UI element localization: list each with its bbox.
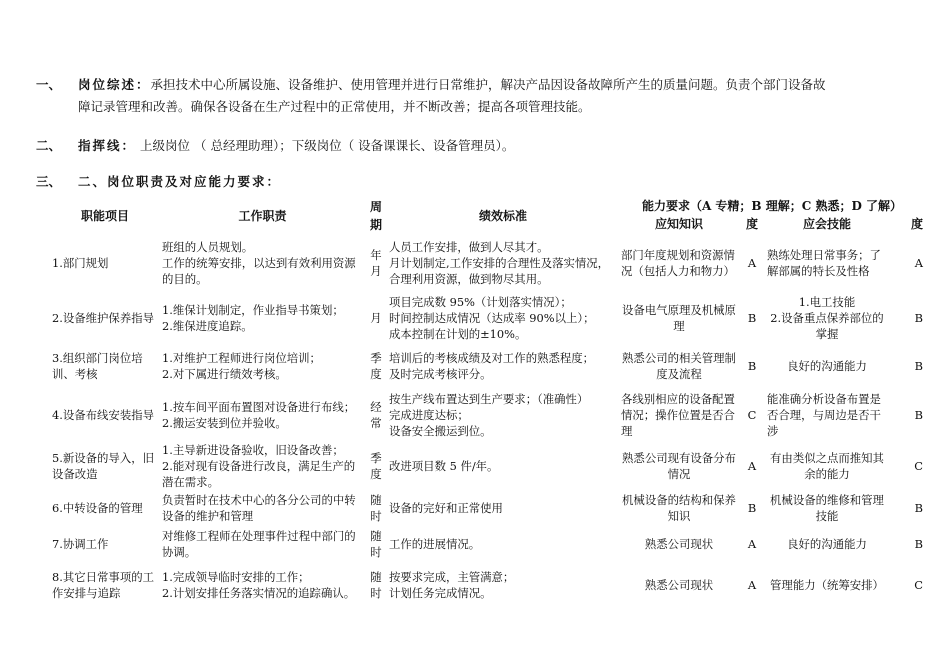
section-body	[78, 171, 281, 193]
knowledge-cell: 熟悉公司的相关管理制度及流程	[622, 351, 736, 381]
skill-cell: 机械设备的维修和管理技能	[770, 493, 884, 523]
knowledge-cell: 部门年度规划和资源情况（包括人力和物力）	[621, 248, 735, 278]
duty-cell	[160, 344, 365, 388]
section-title: 指挥线：	[78, 138, 137, 153]
skill-degree: B	[914, 311, 923, 325]
table-row	[50, 292, 925, 344]
period-cell	[365, 526, 387, 562]
table-row	[50, 344, 925, 388]
knowledge-degree: A	[747, 256, 757, 270]
header-duty: 工作职责	[238, 209, 287, 223]
skill-cell: 有由类似之点而推知其余的能力	[770, 451, 884, 481]
period-cell	[365, 292, 387, 344]
skill-cell: 熟练处理日常事务；了解部属的特长及性格	[767, 248, 881, 278]
kpi-line: 培训后的考核成绩及对工作的熟悉程度；	[389, 351, 595, 365]
table-row	[50, 234, 925, 292]
period-cell	[365, 442, 387, 490]
kpi-line: 月计划制定,工作安排的合理性及落实情况，合理利用资源，做到物尽其用。	[389, 256, 610, 286]
item-cell: 3.组织部门岗位培训、考核	[52, 351, 143, 381]
duty-line: 班组的人员规划。	[162, 240, 254, 254]
kpi-line: 人员工作安排，做到人尽其才。	[389, 240, 549, 254]
period-cell	[365, 490, 387, 526]
knowledge-degree: B	[747, 359, 757, 373]
header-skill: 应会技能	[802, 217, 851, 232]
skill-degree: B	[914, 359, 923, 373]
kpi-line: 项目完成数 95%（计划落实情况）；	[389, 295, 572, 309]
kpi-line: 设备的完好和正常使用	[389, 501, 503, 515]
knowledge-degree: A	[747, 459, 757, 473]
knowledge-cell: 设备电气原理及机械原理	[622, 303, 736, 333]
section-text-line: 上级岗位 （ 总经理助理）；下级岗位（ 设备课课长、设备管理员）。	[140, 138, 515, 153]
table-row	[50, 442, 925, 490]
period-cell	[365, 562, 387, 608]
period-line: 随时	[370, 529, 382, 559]
kpi-line: 按要求完成，主管满意；	[389, 570, 515, 584]
table-row	[50, 490, 925, 526]
duty-line: 工作的统筹安排，以达到有效利用资源的目的。	[162, 256, 356, 286]
table-row	[50, 526, 925, 562]
kpi-line: 计划任务完成情况。	[389, 586, 492, 600]
duty-line: 1.完成领导临时安排的工作；	[162, 570, 310, 584]
section-number: 三、	[36, 174, 62, 189]
kpi-cell	[387, 442, 619, 490]
skill-degree: B	[914, 501, 923, 515]
knowledge-degree: A	[747, 537, 757, 551]
item-cell: 4.设备布线安装指导	[52, 408, 154, 422]
knowledge-degree: B	[747, 311, 757, 325]
kpi-line: 成本控制在计划的±10%。	[389, 327, 527, 341]
section-number: 一、	[36, 77, 62, 92]
kpi-cell	[387, 562, 619, 608]
item-cell: 6.中转设备的管理	[52, 501, 143, 515]
period-cell	[365, 234, 387, 292]
knowledge-cell: 各线别相应的设备配置情况；操作位置是否合理	[621, 392, 735, 438]
item-cell: 8.其它日常事项的工作安排与追踪	[52, 570, 154, 600]
skill-degree: B	[914, 537, 923, 551]
knowledge-cell: 熟悉公司现状	[644, 578, 714, 592]
knowledge-cell: 熟悉公司现状	[644, 537, 714, 551]
duties-table	[50, 198, 925, 608]
kpi-line: 设备安全搬运到位。	[389, 424, 492, 438]
header-period: 周期	[369, 200, 382, 232]
skill-degree: B	[914, 408, 923, 422]
duty-cell	[160, 526, 365, 562]
knowledge-degree: C	[747, 408, 757, 422]
header-ability: 能力要求（A 专精；B 理解；C 熟悉；D 了解）	[641, 199, 903, 214]
skill-degree: A	[914, 256, 923, 270]
period-line: 季度	[370, 451, 382, 481]
duty-line: 2.对下属进行绩效考核。	[162, 367, 287, 381]
header-degree: 度	[745, 217, 758, 232]
skill-cell: 良好的沟通能力	[787, 537, 867, 551]
item-cell: 1.部门规划	[52, 256, 109, 270]
skill-degree: C	[914, 459, 923, 473]
period-cell	[365, 344, 387, 388]
header-degree: 度	[910, 217, 923, 232]
period-line: 月	[370, 264, 382, 278]
section-title: 二、岗位职责及对应能力要求：	[78, 174, 282, 189]
kpi-cell	[387, 526, 619, 562]
header-knowledge: 应知知识	[654, 217, 703, 232]
skill-cell: 能准确分析设备布置是否合理，与周边是否干涉	[767, 392, 881, 438]
kpi-line: 工作的进展情况。	[389, 537, 481, 551]
header-kpi: 绩效标准	[478, 209, 527, 223]
duty-cell	[160, 388, 365, 442]
duty-cell	[160, 292, 365, 344]
section-text-line: 承担技术中心所属设施、设备维护、使用管理并进行日常维护，解决产品因设备故障所产生的质量问题。负责个部门设备故	[150, 77, 826, 92]
period-line: 年	[370, 248, 382, 262]
duty-cell	[160, 562, 365, 608]
skill-cell: 1.电工技能 2.设备重点保养部位的掌握	[770, 295, 884, 341]
duty-line: 1.按车间平面布置图对设备进行布线；	[162, 400, 356, 414]
knowledge-cell: 熟悉公司现有设备分布情况	[622, 451, 736, 481]
kpi-cell	[387, 388, 619, 442]
duty-line: 1.维保计划制定，作业指导书策划；	[162, 303, 344, 317]
period-line: 月	[370, 311, 382, 325]
period-cell	[365, 388, 387, 442]
kpi-cell	[387, 490, 619, 526]
section-number: 二、	[36, 138, 62, 153]
duty-line: 负责暂时在技术中心的各分公司的中转设备的维护和管理	[162, 493, 356, 523]
period-line: 季度	[370, 351, 382, 381]
kpi-line: 及时完成考核评分。	[389, 367, 492, 381]
knowledge-degree: B	[747, 501, 757, 515]
period-line: 经常	[370, 400, 382, 430]
duty-cell	[160, 490, 365, 526]
period-line: 随时	[370, 493, 382, 523]
duty-line: 对维修工程师在处理事件过程中部门的协调。	[162, 529, 356, 559]
duty-line: 1.主导新进设备验收，旧设备改善；	[162, 443, 344, 457]
duty-line: 1.对维护工程师进行岗位培训；	[162, 351, 321, 365]
kpi-cell	[387, 292, 619, 344]
section-text-line: 障记录管理和改善。确保各设备在生产过程中的正常使用，并不断改善；提高各项管理技能。	[78, 99, 591, 114]
kpi-cell	[387, 234, 619, 292]
kpi-line: 改进项目数 5 件/年。	[389, 459, 499, 473]
kpi-line: 按生产线布置达到生产要求；（准确性）	[389, 392, 589, 406]
section-body	[78, 135, 514, 157]
table-header-row	[50, 198, 925, 215]
skill-cell: 良好的沟通能力	[787, 359, 867, 373]
skill-degree: C	[914, 578, 923, 592]
item-cell: 7.协调工作	[52, 537, 109, 551]
skill-cell: 管理能力（统筹安排）	[770, 578, 884, 592]
duty-cell	[160, 442, 365, 490]
item-cell: 5.新设备的导入，旧设备改造	[52, 451, 154, 481]
period-line: 随时	[370, 570, 382, 600]
section-title: 岗位综述：	[78, 77, 151, 92]
table-row	[50, 562, 925, 608]
duty-cell	[160, 234, 365, 292]
item-cell: 2.设备维护保养指导	[52, 311, 154, 325]
duty-line: 2.搬运安装到位并验收。	[162, 416, 287, 430]
table-row	[50, 388, 925, 442]
kpi-line: 完成进度达标；	[389, 408, 469, 422]
duty-line: 2.能对现有设备进行改良，满足生产的潜在需求。	[162, 459, 356, 489]
duty-line: 2.计划安排任务落实情况的追踪确认。	[162, 586, 356, 600]
knowledge-degree: A	[747, 578, 757, 592]
header-item: 职能项目	[80, 209, 129, 223]
kpi-line: 时间控制达成情况（达成率 90%以上）；	[389, 311, 595, 325]
knowledge-cell: 机械设备的结构和保养知识	[622, 493, 736, 523]
kpi-cell	[387, 344, 619, 388]
section-body	[78, 74, 826, 118]
duty-line: 2.维保进度追踪。	[162, 319, 253, 333]
